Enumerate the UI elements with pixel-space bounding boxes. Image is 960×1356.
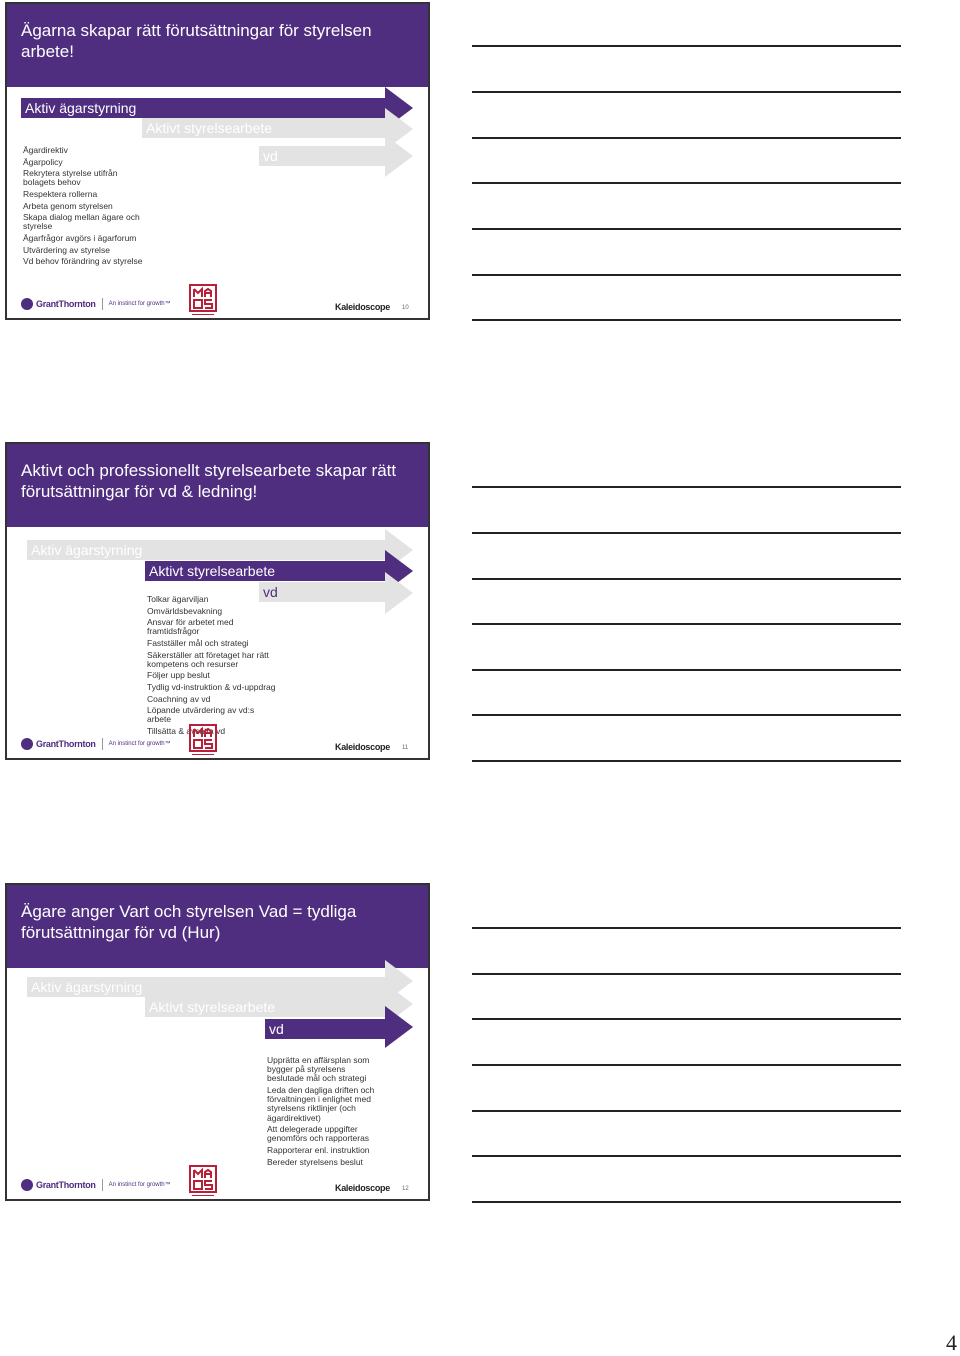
list-item: Coachning av vd <box>147 693 211 704</box>
grant-thornton-logo <box>21 1179 171 1191</box>
note-line <box>472 669 901 671</box>
band-arrow <box>385 135 413 177</box>
item-list <box>23 146 143 269</box>
list-item: Ägardirektiv <box>23 145 68 155</box>
slide-title: Aktivt och professionellt styrelsearbete skapar rätt förutsättningar för vd & ledning! <box>21 461 397 501</box>
grant-thornton-tagline: An instinct for growth™ <box>108 1182 171 1188</box>
note-line <box>472 486 901 488</box>
band-aktiv-agarstyrning: Aktiv ägarstyrning <box>21 98 385 118</box>
slide-number: 12 <box>402 1186 409 1192</box>
slide-title: Ägare anger Vart och styrelsen Vad = tydliga förutsättningar för vd (Hur) <box>21 902 357 942</box>
logo-separator <box>102 738 103 750</box>
grant-thornton-mark-icon <box>21 298 33 310</box>
band-arrow <box>385 1006 413 1048</box>
band-aktivt-styrelsearbete: Aktivt styrelsearbete <box>145 997 385 1017</box>
note-line <box>472 228 901 230</box>
list-item: Ägarfrågor avgörs i ägarforum <box>23 232 137 243</box>
slide-title: Ägarna skapar rätt förutsättningar för styrelsen arbete! <box>21 21 372 61</box>
note-line <box>472 760 901 762</box>
grant-thornton-logo <box>21 738 171 750</box>
list-item: Vd behov förändring av styrelse <box>23 256 143 267</box>
mas-logo-icon <box>189 1165 217 1199</box>
item-list <box>267 1056 382 1169</box>
logo-separator <box>102 1179 103 1191</box>
slide-10 <box>5 2 430 320</box>
grant-thornton-name: GrantThornton <box>36 739 96 749</box>
band-aktiv-agarstyrning: Aktiv ägarstyrning <box>27 540 385 560</box>
slide-footer <box>7 724 428 758</box>
list-item: Följer upp beslut <box>147 670 210 681</box>
list-item: Bereder styrelsens beslut <box>267 1156 363 1167</box>
kaleidoscope-logo: Kaleidoscope <box>335 1183 390 1193</box>
list-item: Ägarpolicy <box>23 156 63 167</box>
list-item: Rekrytera styrelse utifrån bolagets behov <box>23 168 118 188</box>
mas-logo-icon <box>189 284 217 318</box>
slide-number: 10 <box>402 305 409 311</box>
grant-thornton-tagline: An instinct for growth™ <box>108 741 171 747</box>
note-line <box>472 1110 901 1112</box>
note-line <box>472 532 901 534</box>
slide-11 <box>5 442 430 760</box>
note-line <box>472 319 901 321</box>
list-item: Utvärdering av styrelse <box>23 244 110 255</box>
grant-thornton-name: GrantThornton <box>36 299 96 309</box>
list-item: Fastställer mål och strategi <box>147 637 249 648</box>
grant-thornton-mark-icon <box>21 1179 33 1191</box>
list-item: Leda den dagliga driften och förvaltningen i enlighet med styrelsens riktlinjer (och ägardirektivet) <box>267 1085 375 1123</box>
grant-thornton-mark-icon <box>21 738 33 750</box>
page-number: 4 <box>946 1330 957 1355</box>
list-item: Arbeta genom styrelsen <box>23 200 113 211</box>
note-line <box>472 1018 901 1020</box>
list-item: Tydlig vd-instruktion & vd-uppdrag <box>147 681 276 692</box>
logo-separator <box>102 298 103 310</box>
band-aktivt-styrelsearbete: Aktivt styrelsearbete <box>145 561 385 581</box>
note-line <box>472 973 901 975</box>
list-item: Rapporterar enl. instruktion <box>267 1145 370 1155</box>
grant-thornton-tagline: An instinct for growth™ <box>108 301 171 307</box>
list-item: Säkerställer att företaget har rätt kompetens och resurser <box>147 649 269 669</box>
slide-number: 11 <box>402 745 409 751</box>
note-line <box>472 1155 901 1157</box>
list-item: Upprätta en affärsplan som bygger på styrelsens beslutade mål och strategi <box>267 1055 370 1084</box>
list-item: Att delegerade uppgifter genomförs och rapporteras <box>267 1124 370 1144</box>
grant-thornton-name: GrantThornton <box>36 1180 96 1190</box>
grant-thornton-logo <box>21 298 171 310</box>
note-line <box>472 714 901 716</box>
slide-12 <box>5 883 430 1201</box>
note-line <box>472 1064 901 1066</box>
band-vd: vd <box>259 582 385 602</box>
note-line <box>472 45 901 47</box>
list-item: Omvärldsbevakning <box>147 605 223 616</box>
mas-logo-icon <box>189 724 217 758</box>
list-item: Tolkar ägarviljan <box>147 594 209 604</box>
band-arrow <box>385 572 413 614</box>
kaleidoscope-logo: Kaleidoscope <box>335 302 390 312</box>
band-aktiv-agarstyrning: Aktiv ägarstyrning <box>27 977 385 997</box>
list-item: Ansvar för arbetet med framtidsfrågor <box>147 617 234 637</box>
slide-header <box>7 885 428 968</box>
note-line <box>472 578 901 580</box>
band-aktivt-styrelsearbete: Aktivt styrelsearbete <box>142 118 385 138</box>
list-item: Tillsätta & avsätta vd <box>147 725 226 736</box>
note-line <box>472 137 901 139</box>
band-vd: vd <box>265 1019 385 1039</box>
kaleidoscope-logo: Kaleidoscope <box>335 742 390 752</box>
list-item: Löpande utvärdering av vd:s arbete <box>147 705 255 725</box>
note-line <box>472 91 901 93</box>
slide-header <box>7 444 428 527</box>
list-item: Skapa dialog mellan ägare och styrelse <box>23 212 140 232</box>
note-line <box>472 1201 901 1203</box>
note-line <box>472 623 901 625</box>
slide-header <box>7 4 428 87</box>
item-list <box>147 595 277 739</box>
note-line <box>472 182 901 184</box>
band-vd: vd <box>259 146 385 166</box>
list-item: Respektera rollerna <box>23 188 98 199</box>
slide-footer <box>7 284 428 318</box>
slide-footer <box>7 1165 428 1199</box>
note-line <box>472 927 901 929</box>
note-line <box>472 274 901 276</box>
